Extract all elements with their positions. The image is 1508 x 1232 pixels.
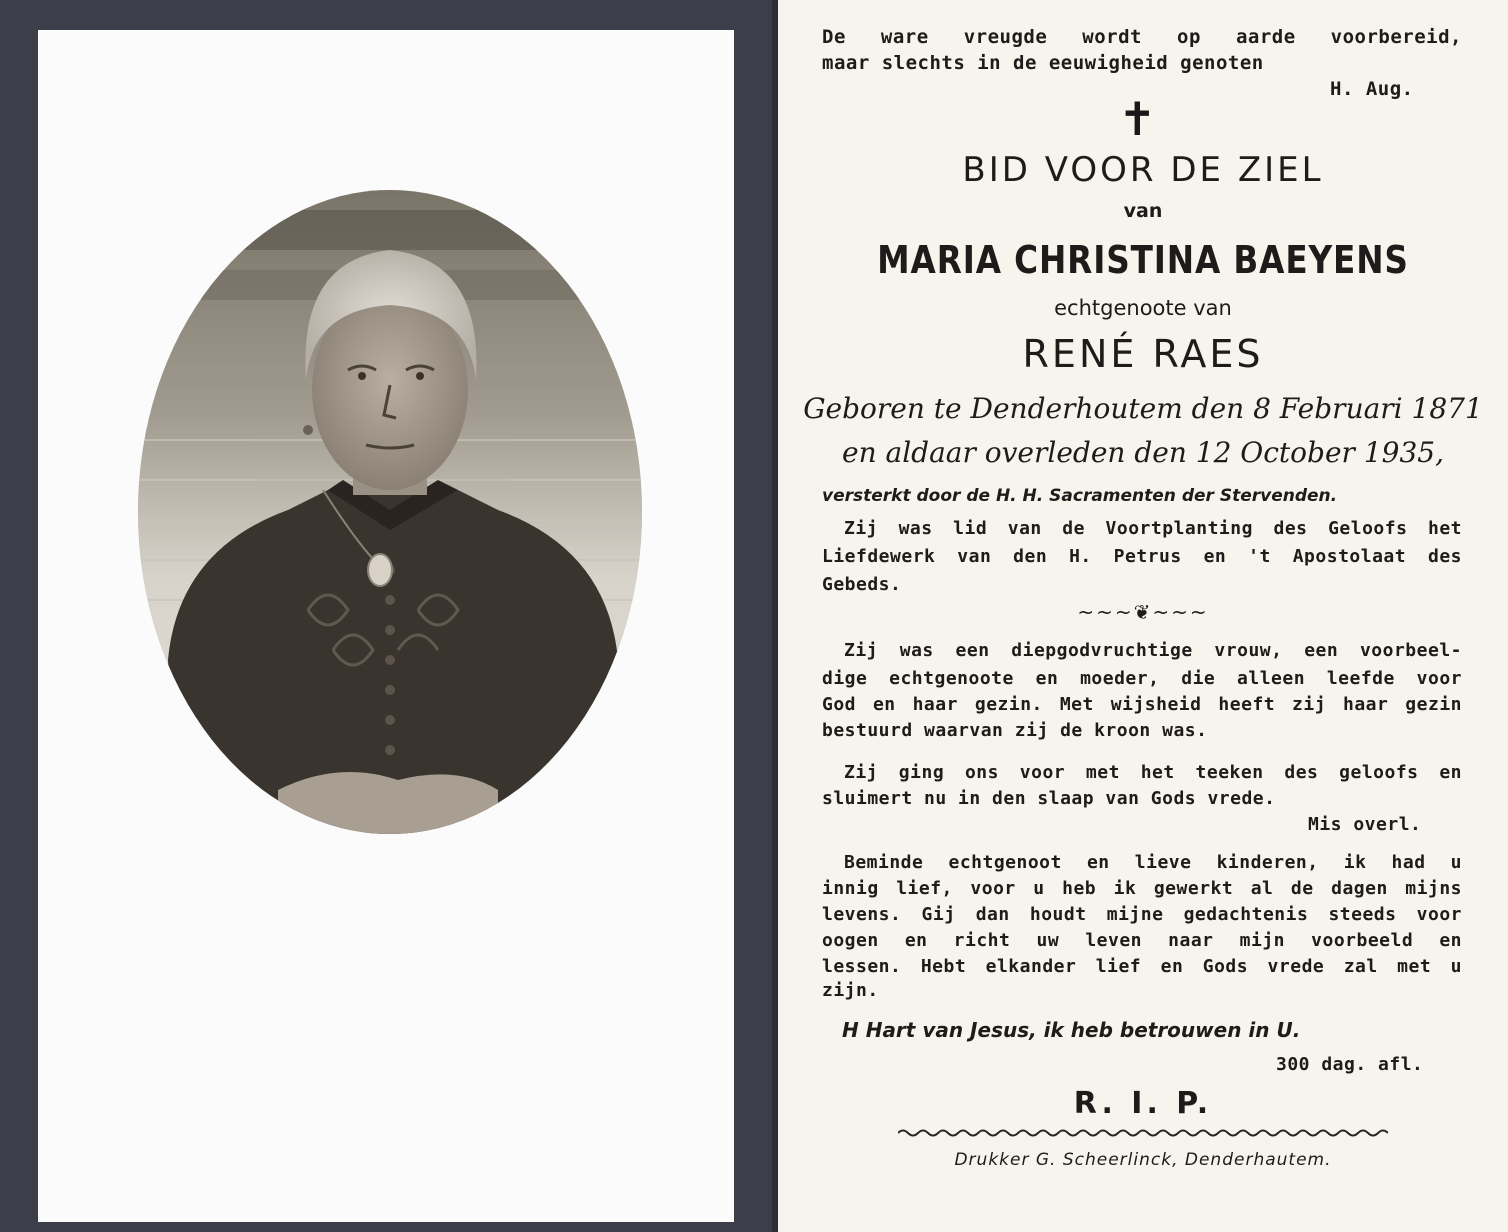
spouse-name: RENÉ RAES <box>1022 332 1264 376</box>
invocation-line: H Hart van Jesus, ik heb betrouwen in U. <box>842 1018 1301 1042</box>
para3-line-4: oogen en richt uw leven naar mijn voorbeeld en <box>822 930 1462 951</box>
van-label: van <box>1123 200 1163 222</box>
spouse-prefix: echtgenoote van <box>1054 296 1232 320</box>
indulgence-note: 300 dag. afl. <box>1276 1054 1424 1075</box>
wavy-rule-icon <box>898 1128 1388 1138</box>
para3-line-5: lessen. Hebt elkander lief en Gods vrede zal met u <box>822 956 1462 977</box>
ornament-divider: ~~~❦~~~ <box>1077 600 1209 624</box>
deceased-name: MARIA CHRISTINA BAEYENS <box>877 238 1409 282</box>
cross-icon: ✝ <box>1118 92 1157 146</box>
para1-line-1: Zij was een diepgodvruchtige vrouw, een voorbeel- <box>844 640 1462 661</box>
photo-card-mat <box>38 30 734 1222</box>
para3-line-6: zijn. <box>822 980 879 1001</box>
birth-line: Geboren te Denderhoutem den 8 Februari 1871 <box>803 392 1483 425</box>
membership-line-3: Gebeds. <box>822 574 902 595</box>
death-line: en aldaar overleden den 12 October 1935, <box>842 436 1444 469</box>
para3-line-1: Beminde echtgenoot en lieve kinderen, ik had u <box>844 852 1462 873</box>
portrait-photo <box>138 190 642 834</box>
portrait-image <box>138 190 642 834</box>
para2-line-2: sluimert nu in den slaap van Gods vrede. <box>822 788 1276 809</box>
para1-line-2: dige echtgenoote en moeder, die alleen leefde voor <box>822 668 1462 689</box>
memorial-text-card <box>778 0 1508 1232</box>
para3-line-3: levens. Gij dan houdt mijne gedachtenis steeds voor <box>822 904 1462 925</box>
motto-line-1: De ware vreugde wordt op aarde voorbereid, <box>822 26 1462 48</box>
para1-line-3: God en haar gezin. Met wijsheid heeft zij haar gezin <box>822 694 1462 715</box>
para1-line-4: bestuurd waarvan zij de kroon was. <box>822 720 1208 741</box>
membership-line-2: Liefdewerk van den H. Petrus en 't Apostolaat des <box>822 546 1462 567</box>
para2-line-1: Zij ging ons voor met het teeken des geloofs en <box>844 762 1462 783</box>
printer-imprint: Drukker G. Scheerlinck, Denderhautem. <box>954 1150 1332 1170</box>
para3-line-2: innig lief, voor u heb ik gewerkt al de dagen mijns <box>822 878 1462 899</box>
prayer-heading: BID VOOR DE ZIEL <box>962 150 1324 190</box>
motto-source: H. Aug. <box>1330 78 1414 100</box>
motto-line-2: maar slechts in de eeuwigheid genoten <box>822 52 1264 74</box>
sacraments-line: versterkt door de H. H. Sacramenten der Stervenden. <box>822 486 1338 506</box>
para2-source: Mis overl. <box>1308 814 1422 835</box>
membership-line-1: Zij was lid van de Voortplanting des Geloofs het <box>844 518 1462 539</box>
rip-text: R. I. P. <box>1073 1086 1213 1121</box>
